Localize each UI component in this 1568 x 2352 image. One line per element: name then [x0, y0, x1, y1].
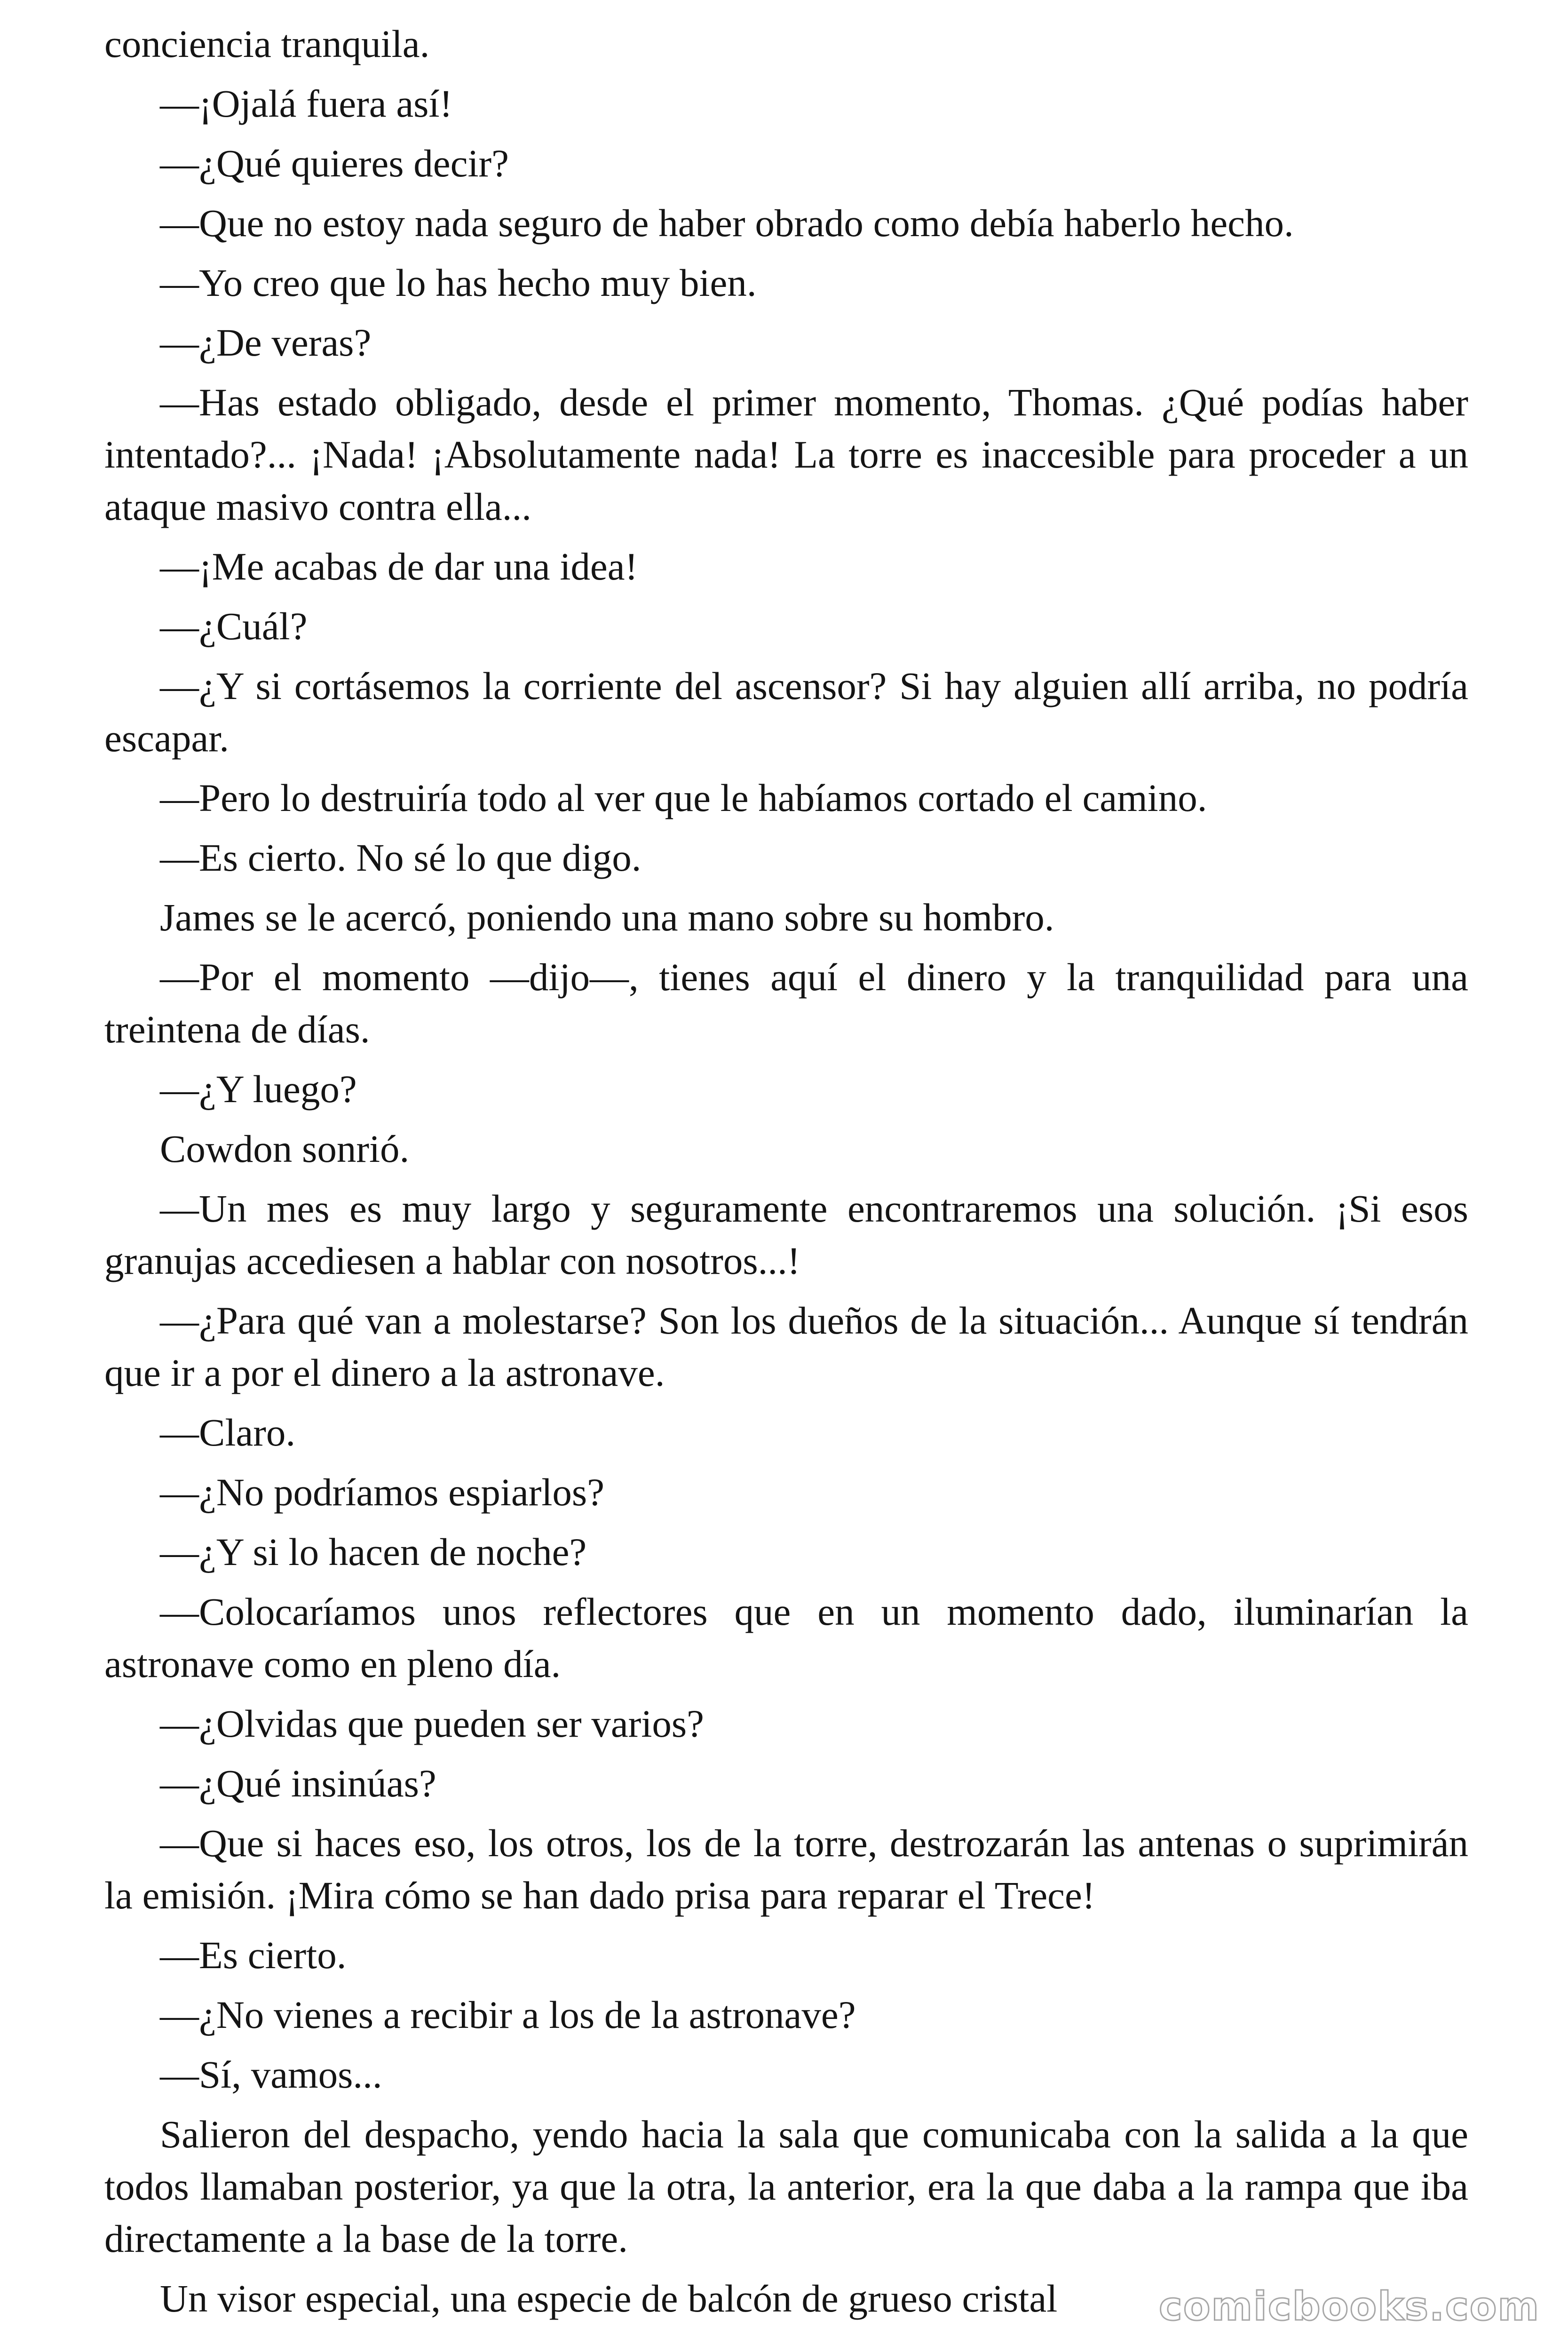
paragraph: —Es cierto. No sé lo que digo.: [160, 836, 641, 879]
paragraph: —Yo creo que lo has hecho muy bien.: [160, 261, 757, 304]
paragraph: —Sí, vamos...: [160, 2053, 382, 2096]
paragraph: Un visor especial, una especie de balcón de grueso cristal: [160, 2277, 1058, 2320]
paragraph: —Por el momento —dijo—, tienes aquí el dinero y la tranquilidad para una treintena de días.: [104, 955, 1468, 1051]
paragraph: —¿Y si cortásemos la corriente del ascensor? Si hay alguien allí arriba, no podría escapar.: [104, 664, 1468, 760]
paragraph: conciencia tranquila.: [104, 22, 430, 65]
paragraph: —¿Cuál?: [160, 604, 308, 648]
body-text: [104, 18, 1468, 2332]
paragraph: —¿Y si lo hacen de noche?: [160, 1530, 587, 1573]
watermark: comicbooks.com: [1159, 2283, 1540, 2329]
paragraph: —Claro.: [160, 1411, 296, 1454]
paragraph: —¿Qué insinúas?: [160, 1762, 436, 1805]
paragraph: —¡Ojalá fuera así!: [160, 82, 453, 125]
paragraph: James se le acercó, poniendo una mano sobre su hombro.: [160, 896, 1054, 939]
paragraph: —¿Para qué van a molestarse? Son los dueños de la situación... Aunque sí tendrán que ir a por el dinero a la astronave.: [104, 1299, 1468, 1394]
paragraph: —Que no estoy nada seguro de haber obrado como debía haberlo hecho.: [160, 201, 1294, 245]
paragraph: —¿Olvidas que pueden ser varios?: [160, 1702, 705, 1745]
paragraph: Salieron del despacho, yendo hacia la sala que comunicaba con la salida a la que todos llamaban posterior, ya que la otra, la anterior, era la que daba a la rampa que iba directamente a la base de la torre.: [104, 2113, 1468, 2260]
paragraph: —Es cierto.: [160, 1933, 347, 1977]
paragraph: Cowdon sonrió.: [160, 1127, 410, 1170]
paragraph: —Que si haces eso, los otros, los de la torre, destrozarán las antenas o suprimirán la emisión. ¡Mira cómo se han dado prisa para reparar el Trece!: [104, 1821, 1468, 1917]
paragraph: —Colocaríamos unos reflectores que en un momento dado, iluminarían la astronave como en pleno día.: [104, 1590, 1468, 1685]
paragraph: —¡Me acabas de dar una idea!: [160, 545, 638, 588]
paragraph: —¿Y luego?: [160, 1067, 357, 1111]
paragraph: —¿No podríamos espiarlos?: [160, 1470, 605, 1514]
paragraph: —¿De veras?: [160, 321, 372, 364]
paragraph: —Un mes es muy largo y seguramente encontraremos una solución. ¡Si esos granujas accediesen a hablar con nosotros...!: [104, 1187, 1468, 1282]
paragraph: —Pero lo destruiría todo al ver que le habíamos cortado el camino.: [160, 776, 1207, 819]
paragraph: —¿No vienes a recibir a los de la astronave?: [160, 1993, 856, 2036]
paragraph: —¿Qué quieres decir?: [160, 142, 509, 185]
paragraph: —Has estado obligado, desde el primer momento, Thomas. ¿Qué podías haber intentado?... ¡Nada! ¡Absolutamente nada! La torre es inaccesible para proceder a un ataque masivo contra ella...: [104, 381, 1468, 528]
